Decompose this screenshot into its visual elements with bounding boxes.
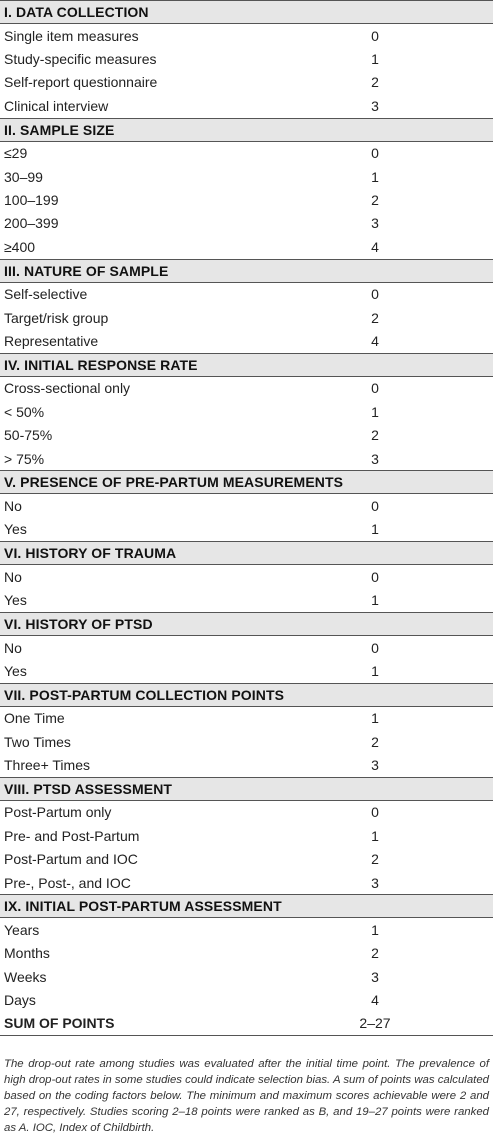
row-label: Self-selective <box>4 286 88 303</box>
section-header: V. PRESENCE OF PRE-PARTUM MEASUREMENTS <box>0 470 493 494</box>
row-label: Yes <box>4 662 27 679</box>
table-row <box>0 188 493 211</box>
section-header: I. DATA COLLECTION <box>0 0 493 24</box>
row-label: No <box>4 639 22 656</box>
row-label: Three+ Times <box>4 757 90 774</box>
row-label: Clinical interview <box>4 97 109 114</box>
table-row <box>0 71 493 94</box>
row-label: No <box>4 568 22 585</box>
section-header: VI. HISTORY OF PTSD <box>0 612 493 636</box>
table-row <box>0 494 493 517</box>
table-row <box>0 753 493 776</box>
table-row <box>0 871 493 894</box>
table-row <box>0 306 493 329</box>
table-row <box>0 235 493 258</box>
table-row <box>0 707 493 730</box>
row-label: Weeks <box>4 968 47 985</box>
table-row <box>0 212 493 235</box>
table-row <box>0 942 493 965</box>
table-row <box>0 447 493 470</box>
row-points: 0 <box>371 380 379 397</box>
row-points: 3 <box>371 97 379 114</box>
row-label: One Time <box>4 710 65 727</box>
table-row <box>0 965 493 988</box>
row-points: 2 <box>371 309 379 326</box>
row-points: 1 <box>371 827 379 844</box>
table-row <box>0 165 493 188</box>
table-row <box>0 329 493 352</box>
row-points: 0 <box>371 27 379 44</box>
table-row <box>0 824 493 847</box>
table-row <box>0 94 493 117</box>
row-label: Months <box>4 945 50 962</box>
row-label: ≥400 <box>4 238 36 255</box>
row-label: Yes <box>4 592 27 609</box>
section-header: IX. INITIAL POST-PARTUM ASSESSMENT <box>0 894 493 918</box>
table-row <box>0 24 493 47</box>
row-label: 200–399 <box>4 215 59 232</box>
table-row <box>0 400 493 423</box>
row-label: 100–199 <box>4 192 59 209</box>
row-label: Days <box>4 992 36 1009</box>
row-points: 4 <box>371 332 379 349</box>
row-points: 1 <box>371 592 379 609</box>
row-label: Cross-sectional only <box>4 380 131 397</box>
row-points: 2 <box>371 427 379 444</box>
row-label: > 75% <box>4 450 45 467</box>
row-label: ≤29 <box>4 145 28 162</box>
row-points: 1 <box>371 168 379 185</box>
row-points: 1 <box>371 403 379 420</box>
row-points: 1 <box>371 662 379 679</box>
row-label: 30–99 <box>4 168 43 185</box>
section-header: III. NATURE OF SAMPLE <box>0 259 493 283</box>
table-row <box>0 588 493 611</box>
table-row <box>0 565 493 588</box>
table-row <box>0 730 493 753</box>
section-header: VI. HISTORY OF TRAUMA <box>0 541 493 565</box>
row-points: 4 <box>371 992 379 1009</box>
row-points: 2 <box>371 733 379 750</box>
row-label: Post-Partum and IOC <box>4 851 138 868</box>
row-label: Pre- and Post-Partum <box>4 827 140 844</box>
row-label: Self-report questionnaire <box>4 74 158 91</box>
row-label: Pre-, Post-, and IOC <box>4 874 131 891</box>
table-row <box>0 47 493 70</box>
table-row <box>0 518 493 541</box>
row-points: 0 <box>371 145 379 162</box>
row-points: 1 <box>371 521 379 538</box>
row-points: 3 <box>371 757 379 774</box>
row-points: 3 <box>371 874 379 891</box>
table-row <box>0 659 493 682</box>
row-label: 50-75% <box>4 427 53 444</box>
table-row <box>0 142 493 165</box>
row-label: Two Times <box>4 733 71 750</box>
table-row <box>0 283 493 306</box>
table-row <box>0 801 493 824</box>
table-row <box>0 848 493 871</box>
section-header: II. SAMPLE SIZE <box>0 118 493 142</box>
row-points: 3 <box>371 450 379 467</box>
table-row <box>0 918 493 941</box>
row-label: No <box>4 497 22 514</box>
table-row <box>0 989 493 1012</box>
row-points: 4 <box>371 238 379 255</box>
row-points: 2 <box>371 945 379 962</box>
row-points: 0 <box>371 804 379 821</box>
sum-value: 2–27 <box>359 1015 391 1032</box>
sum-label: SUM OF POINTS <box>4 1015 115 1032</box>
row-points: 0 <box>371 568 379 585</box>
row-label: Post-Partum only <box>4 804 112 821</box>
row-label: Single item measures <box>4 27 139 44</box>
table-row <box>0 423 493 446</box>
row-label: Study-specific measures <box>4 51 157 68</box>
section-header: VII. POST-PARTUM COLLECTION POINTS <box>0 683 493 707</box>
row-points: 2 <box>371 851 379 868</box>
section-header: VIII. PTSD ASSESSMENT <box>0 777 493 801</box>
sum-row <box>0 1012 493 1036</box>
row-points: 1 <box>371 51 379 68</box>
row-points: 3 <box>371 215 379 232</box>
row-label: Yes <box>4 521 27 538</box>
row-points: 0 <box>371 639 379 656</box>
row-points: 0 <box>371 286 379 303</box>
row-points: 1 <box>371 710 379 727</box>
row-label: Representative <box>4 332 99 349</box>
table-row <box>0 636 493 659</box>
row-points: 3 <box>371 968 379 985</box>
table-footnote: The drop-out rate among studies was evaluated after the initial time point. The prevalence of high drop-out rates in some studies could indicate selection bias. A sum of points was calculated based on the coding factors below. The minimum and maximum scores achievable were 2 and 27, respectively. Studies scoring 2–18 points were ranked as B, and 19–27 points were ranked as A. IOC, Index of Childbirth. <box>4 1058 489 1134</box>
row-points: 0 <box>371 497 379 514</box>
table-row <box>0 377 493 400</box>
row-points: 2 <box>371 192 379 209</box>
row-points: 1 <box>371 922 379 939</box>
row-label: Years <box>4 922 40 939</box>
row-points: 2 <box>371 74 379 91</box>
row-label: Target/risk group <box>4 309 109 326</box>
section-header: IV. INITIAL RESPONSE RATE <box>0 353 493 377</box>
row-label: < 50% <box>4 403 45 420</box>
